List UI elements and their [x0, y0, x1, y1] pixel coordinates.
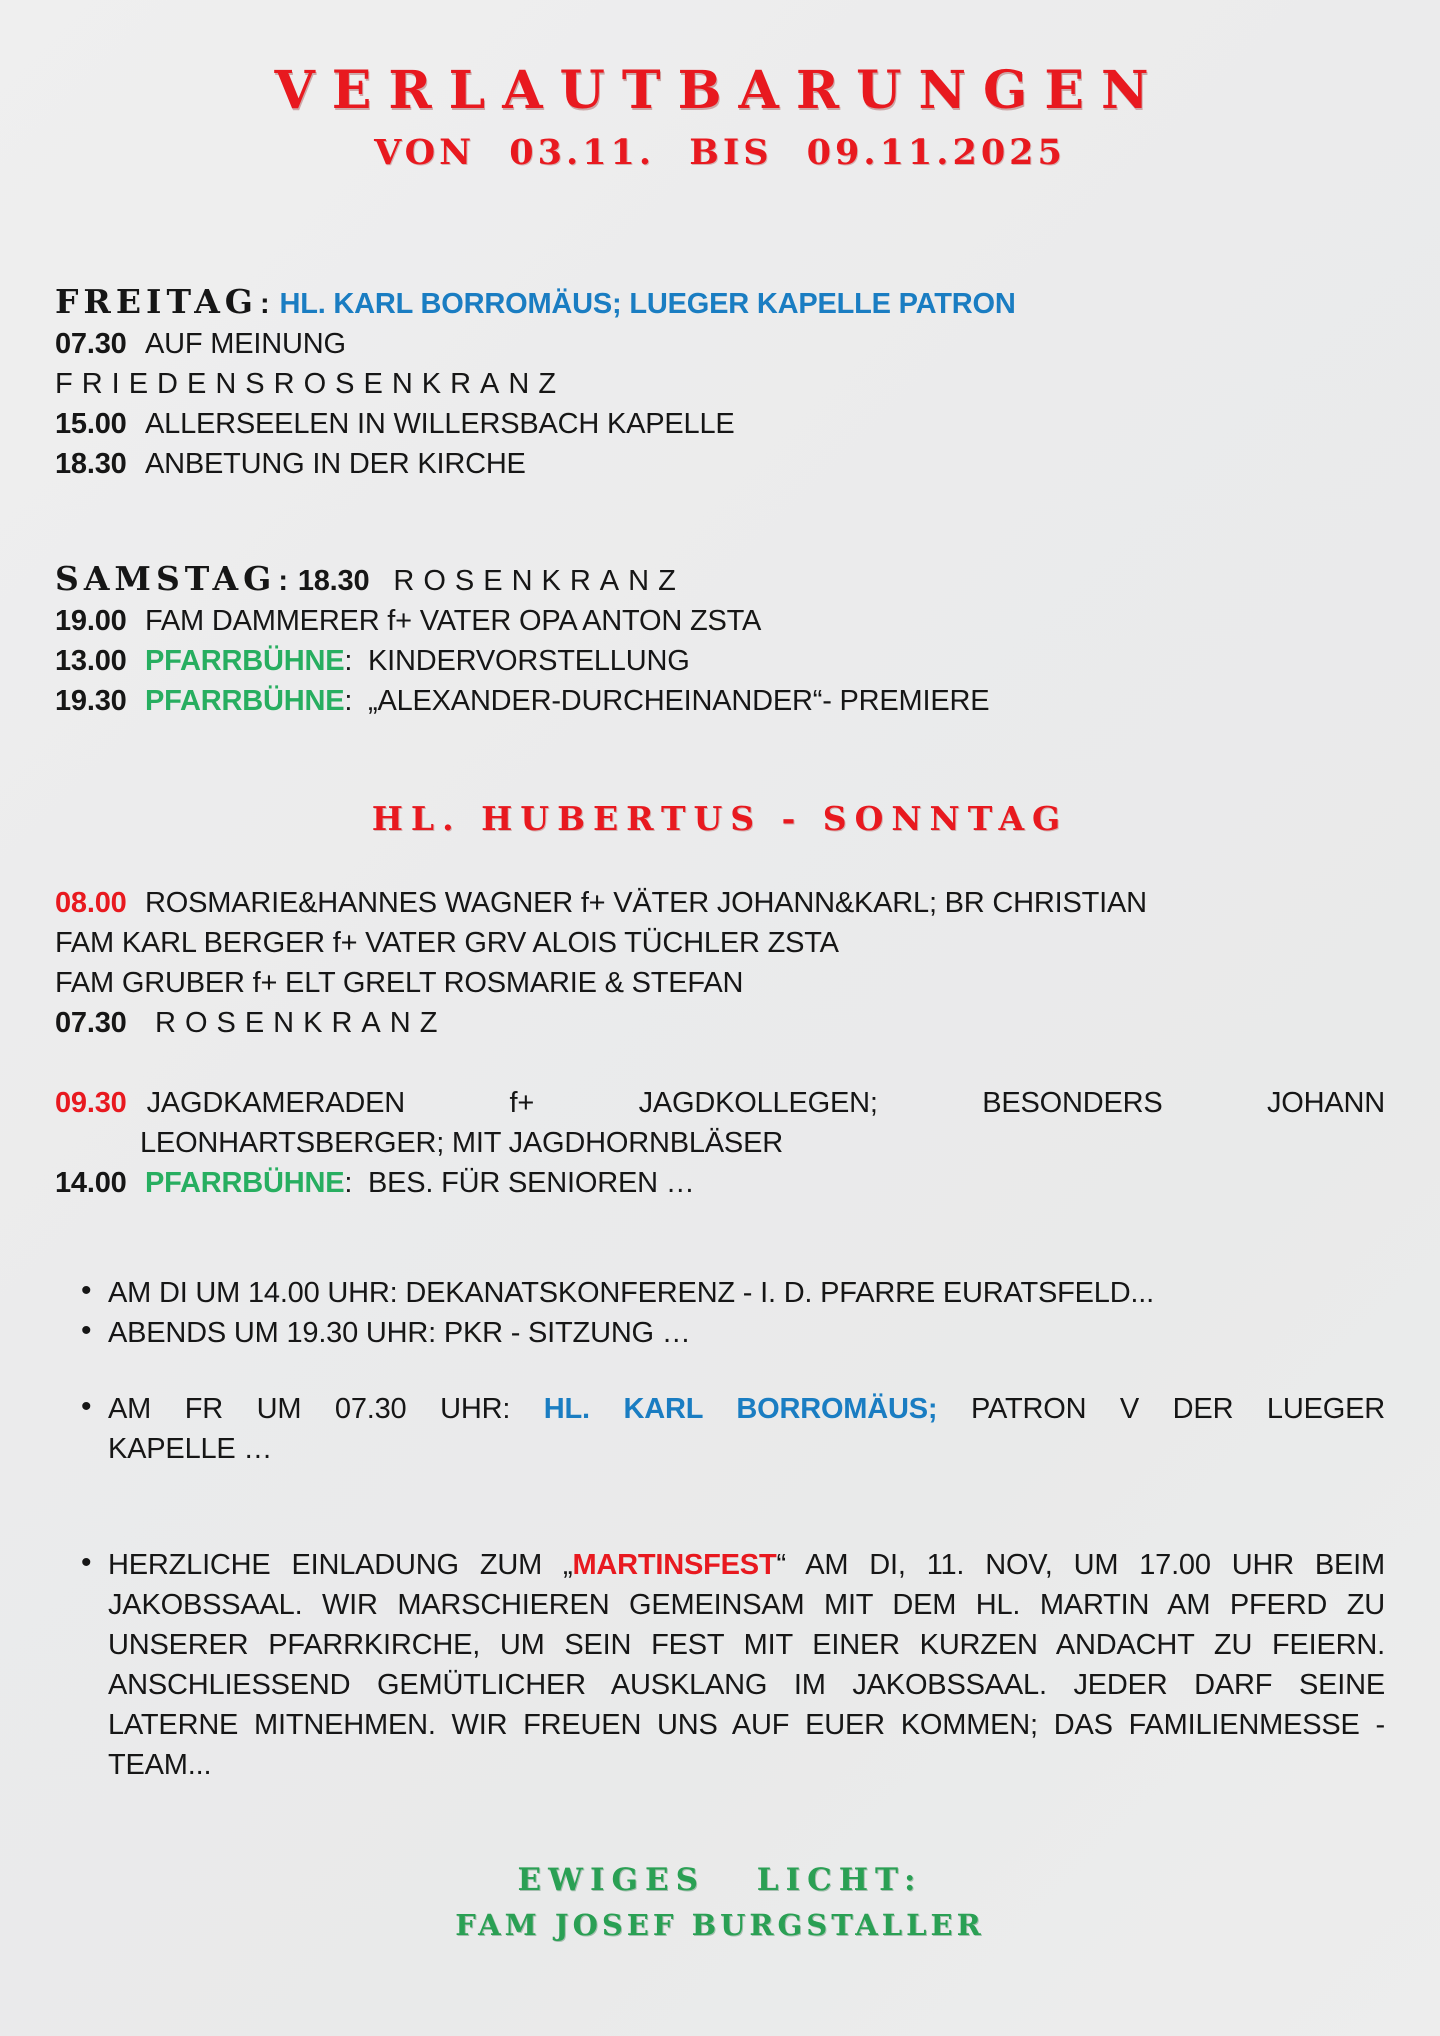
bullet-icon: • — [81, 1546, 92, 1579]
notice-post: PATRON V DER LUEGER — [937, 1393, 1385, 1425]
notice-text-line2: KAPELLE … — [108, 1433, 273, 1465]
notice-pre: AM FR UM 07.30 UHR: — [108, 1393, 544, 1425]
saturday-colon: : — [278, 565, 288, 597]
event-text — [145, 1163, 695, 1203]
friday-heading-row — [55, 282, 1385, 324]
rosary-time: 07.30 — [55, 1007, 127, 1039]
venue-colon: : — [344, 685, 353, 717]
bullet-icon: • — [81, 1274, 92, 1307]
rosary-text: ROSENKRANZ — [155, 1007, 447, 1039]
event-time: 13.00 — [55, 645, 127, 677]
saturday-heading-row — [55, 559, 1385, 601]
saturday-row-1 — [55, 601, 1385, 641]
eternal-light-footer — [55, 1857, 1385, 1947]
mass-row-1 — [55, 883, 1385, 923]
event-time: 19.30 — [55, 685, 127, 717]
eternal-light-family: FAM JOSEF BURGSTALLER — [455, 1908, 985, 1942]
invitation-pre: HERZLICHE EINLADUNG ZUM „ — [108, 1549, 573, 1581]
friday-label: FREITAG — [55, 282, 258, 321]
venue-name: PFARRBÜHNE — [145, 1167, 345, 1199]
friday-row-1 — [55, 324, 1385, 364]
notice-text: ABENDS UM 19.30 UHR: PKR - SITZUNG … — [108, 1317, 691, 1349]
venue-colon: : — [344, 1167, 353, 1199]
event-text — [145, 641, 690, 681]
mass-time: 09.30 — [55, 1087, 127, 1119]
sunday-heading: HL. HUBERTUS - SONNTAG — [371, 799, 1069, 838]
friday-row-4 — [55, 444, 1385, 484]
notices-section — [55, 1273, 1385, 1785]
friday-section — [55, 282, 1385, 484]
intention-text: ROSMARIE&HANNES WAGNER f+ VÄTER JOHANN&KARL; BR CHRISTIAN — [145, 887, 1147, 919]
friday-feast: HL. KARL BORROMÄUS; LUEGER KAPELLE PATRON — [279, 288, 1016, 320]
page-title: VERLAUTBARUNGEN — [274, 60, 1166, 121]
event-time: 15.00 — [55, 408, 127, 440]
sunday-mass-0930 — [55, 1083, 1385, 1203]
notice-item-1 — [55, 1273, 1385, 1313]
notice-text-line1 — [108, 1389, 1385, 1429]
event-text: ROSENKRANZ — [393, 565, 685, 597]
notice-text: AM DI UM 14.00 UHR: DEKANATSKONFERENZ - I. D. PFARRE EURATSFELD... — [108, 1277, 1155, 1309]
event-time: 07.30 — [55, 328, 127, 360]
saturday-label: SAMSTAG — [55, 559, 277, 598]
event-time: 14.00 — [55, 1167, 127, 1199]
bullet-icon: • — [81, 1390, 92, 1423]
event-text — [145, 681, 989, 721]
rosary-row — [55, 1003, 1385, 1043]
theater-row — [55, 1163, 1385, 1203]
date-range: VON 03.11. BIS 09.11.2025 — [374, 132, 1066, 173]
event-text: ALLERSEELEN IN WILLERSBACH KAPELLE — [145, 408, 735, 440]
event-time: 18.30 — [297, 565, 370, 597]
event-title: „ALEXANDER-DURCHEINANDER“- PREMIERE — [367, 685, 990, 717]
feast-reference: HL. KARL BORROMÄUS; — [543, 1393, 938, 1425]
venue-name: PFARRBÜHNE — [145, 685, 345, 717]
mass-row-2: FAM KARL BERGER f+ VATER GRV ALOIS TÜCHLER ZSTA — [55, 927, 839, 959]
friday-colon: : — [259, 288, 270, 320]
event-time: 18.30 — [55, 448, 127, 480]
notice-item-3 — [55, 1389, 1385, 1469]
event-title: KINDERVORSTELLUNG — [367, 645, 690, 677]
eternal-light-label: EWIGES LICHT: — [517, 1862, 923, 1898]
invitation-text: “ AM DI, 11. NOV, UM 17.00 UHR BEIM JAKOBSSAAL. WIR MARSCHIEREN GEMEINSAM MIT DEM HL. MARTIN AM PFERD ZU UNSERER PFARRKIRCHE, UM SEIN FEST MIT EINER KURZEN ANDACHT ZU FEIERN. ANSCHLIESSEND GEMÜTLICHER AUSKLANG IM JAKOBSSAAL. JEDER DARF SEINE LATERNE MITNEHMEN. WIR FREUEN UNS AUF EUER KOMMEN; DAS FAMILIENMESSE - TEAM... — [108, 1549, 1385, 1781]
bullet-icon: • — [81, 1314, 92, 1347]
martinsfest-highlight: MARTINSFEST — [572, 1549, 777, 1581]
venue-colon: : — [344, 645, 353, 677]
mass-row-3: FAM GRUBER f+ ELT GRELT ROSMARIE & STEFAN — [55, 967, 744, 999]
mass-row-justified — [55, 1083, 1385, 1123]
friday-row-2: FRIEDENSROSENKRANZ — [55, 368, 566, 400]
notice-item-4 — [55, 1545, 1385, 1785]
friday-row-3 — [55, 404, 1385, 444]
venue-name: PFARRBÜHNE — [145, 645, 345, 677]
event-title: BES. FÜR SENIOREN … — [367, 1167, 695, 1199]
mass-time: 08.00 — [55, 887, 127, 919]
event-text: AUF MEINUNG — [145, 328, 346, 360]
event-time: 19.00 — [55, 605, 127, 637]
sunday-mass-0800 — [55, 883, 1385, 1043]
intention-text: JAGDKAMERADEN f+ JAGDKOLLEGEN; BESONDERS JOHANN — [146, 1087, 1385, 1119]
notice-item-2 — [55, 1313, 1385, 1353]
event-text: FAM DAMMERER f+ VATER OPA ANTON ZSTA — [145, 605, 762, 637]
saturday-section — [55, 559, 1385, 721]
saturday-row-3 — [55, 681, 1385, 721]
saturday-row-2 — [55, 641, 1385, 681]
event-text: ANBETUNG IN DER KIRCHE — [145, 448, 526, 480]
mass-row-continuation: LEONHARTSBERGER; MIT JAGDHORNBLÄSER — [140, 1127, 783, 1159]
